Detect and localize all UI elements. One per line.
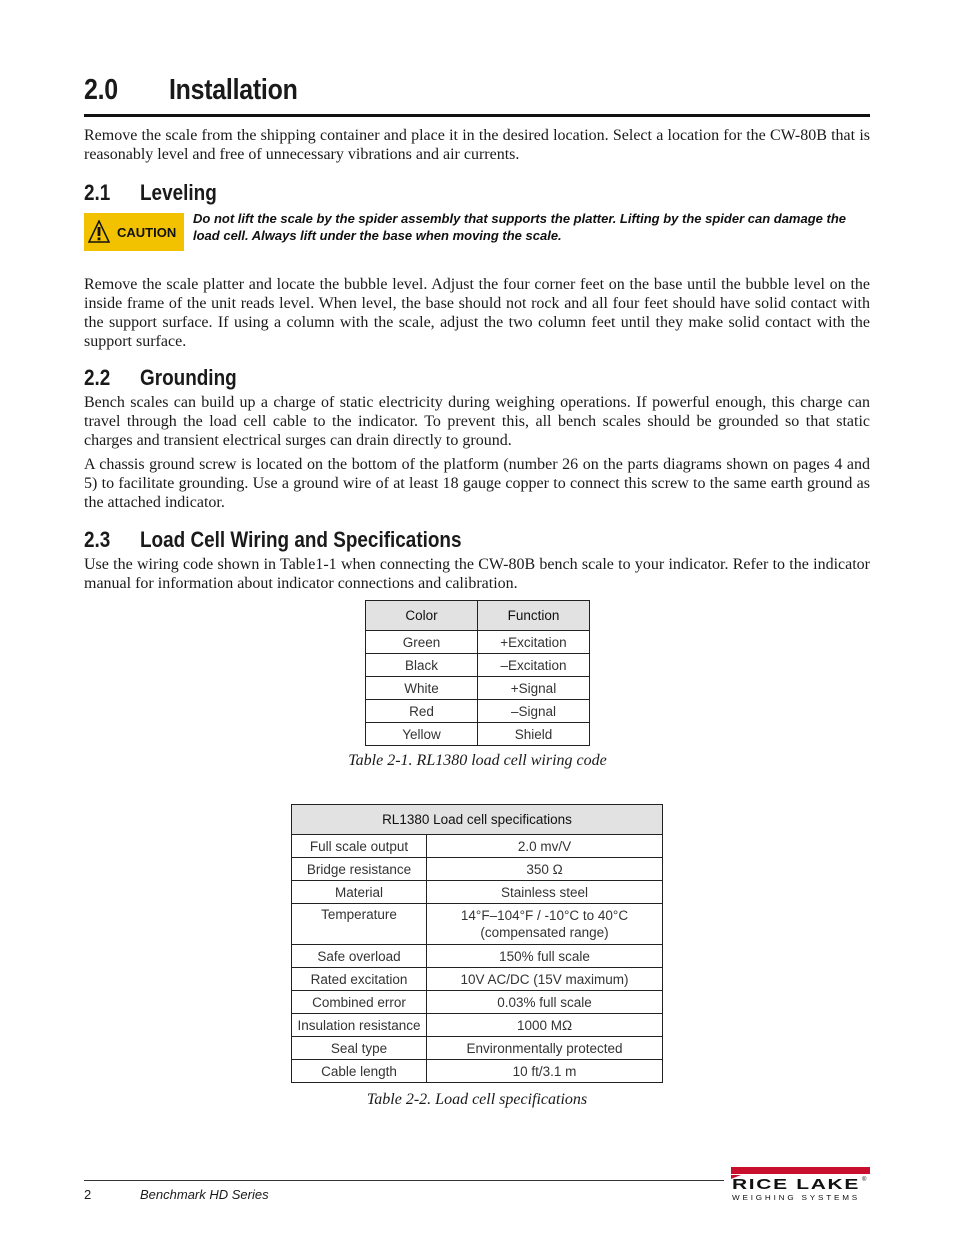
table-cell: Full scale output: [292, 835, 427, 858]
wiring-paragraph: Use the wiring code shown in Table1-1 when connecting the CW-80B bench scale to your indicator. Refer to the indicator manual for information about indicator connections and calibration.: [84, 556, 870, 592]
section-heading: [84, 72, 870, 117]
intro-paragraph: Remove the scale from the shipping container and place it in the desired location. Select a location for the CW-80B that is reasonably level and free of unnecessary vibrations and air currents.: [84, 127, 870, 163]
table-row: [292, 881, 663, 904]
page-number: 2: [84, 1187, 92, 1202]
table-cell: Rated excitation: [292, 968, 427, 991]
grounding-paragraph-2: A chassis ground screw is located on the bottom of the platform (number 26 on the parts diagrams shown on pages 4 and 5) to facilitate grounding. Use a ground wire of at least 18 gauge copper to connect this screw to the same earth ground as the attached indicator.: [84, 456, 870, 511]
table-cell: –Signal: [478, 700, 590, 723]
table-header-cell: Function: [478, 601, 590, 631]
table-row: [292, 968, 663, 991]
caution-label: CAUTION: [117, 225, 177, 240]
logo-red-bar: [731, 1167, 870, 1174]
table-row: [292, 1060, 663, 1083]
table-cell: Cable length: [292, 1060, 427, 1083]
table-cell: 1000 MΩ: [427, 1014, 663, 1037]
spec-table-caption: Table 2-2. Load cell specifications: [366, 1091, 588, 1108]
footer-doc-title: Benchmark HD Series: [140, 1187, 269, 1202]
load-cell-spec-table: [291, 804, 663, 1083]
table-cell: 150% full scale: [427, 945, 663, 968]
table-cell: 10 ft/3.1 m: [427, 1060, 663, 1083]
logo-main-text: RICE LAKE: [732, 1176, 860, 1193]
table-row: [366, 631, 590, 654]
table-cell: Insulation resistance: [292, 1014, 427, 1037]
table-row: [292, 858, 663, 881]
table-cell: Red: [366, 700, 478, 723]
table-header-cell: RL1380 Load cell specifications: [292, 805, 663, 835]
table-row: [366, 654, 590, 677]
table-header-row: [292, 805, 663, 835]
table-cell: Environmentally protected: [427, 1037, 663, 1060]
table-cell: Black: [366, 654, 478, 677]
section-title: Installation: [169, 74, 298, 106]
table-row: [366, 700, 590, 723]
table-cell: 10V AC/DC (15V maximum): [427, 968, 663, 991]
logo-sub-text: WEIGHING SYSTEMS: [732, 1193, 860, 1202]
warning-icon: [88, 220, 110, 244]
table-row: [292, 1014, 663, 1037]
table-cell: White: [366, 677, 478, 700]
wiring-number: 2.3: [84, 527, 111, 552]
grounding-number: 2.2: [84, 365, 111, 390]
table-row: [292, 945, 663, 968]
table-cell: Combined error: [292, 991, 427, 1014]
table-header-row: [366, 601, 590, 631]
table-row: [292, 1037, 663, 1060]
table-row: [292, 835, 663, 858]
table-row: [366, 677, 590, 700]
table-cell: Seal type: [292, 1037, 427, 1060]
table-row: [366, 723, 590, 746]
table-cell: +Signal: [478, 677, 590, 700]
table-cell: Temperature: [292, 904, 427, 945]
grounding-paragraph-1: Bench scales can build up a charge of static electricity during weighing operations. If powerful enough, this charge can travel through the load cell cable to the indicator. To prevent this, all bench scales should be grounded so that static charges and transient electrical surges can drain directly to ground.: [84, 394, 870, 449]
table-cell: Stainless steel: [427, 881, 663, 904]
wiring-table-caption: Table 2-1. RL1380 load cell wiring code: [348, 752, 607, 769]
table-row: [292, 991, 663, 1014]
table-header-cell: Color: [366, 601, 478, 631]
table-cell: Material: [292, 881, 427, 904]
caution-badge: [84, 213, 184, 251]
table-cell: Shield: [478, 723, 590, 746]
temperature-range: 14°F–104°F / -10°C to 40°C: [460, 908, 629, 923]
table-cell: Safe overload: [292, 945, 427, 968]
wiring-code-table: [365, 600, 590, 746]
table-cell: Bridge resistance: [292, 858, 427, 881]
table-cell: 2.0 mv/V: [427, 835, 663, 858]
wiring-title: Load Cell Wiring and Specifications: [140, 527, 462, 552]
leveling-paragraph: Remove the scale platter and locate the bubble level. Adjust the four corner feet on the base until the bubble level on the inside frame of the unit reads level. When level, the base should not rock and all four feet should have solid contact with the support surface. If using a column with the scale, adjust the two column feet until they make solid contact with the support surface.: [84, 276, 870, 350]
logo-registered-mark: ®: [862, 1177, 867, 1183]
table-row: [292, 904, 663, 945]
rice-lake-logo: [729, 1167, 870, 1203]
leveling-number: 2.1: [84, 180, 111, 205]
caution-text: Do not lift the scale by the spider assembly that supports the platter. Lifting by the spider can damage the load cell. Always lift under the base when moving the scale.: [193, 211, 847, 243]
table-cell: 0.03% full scale: [427, 991, 663, 1014]
footer-divider: [84, 1180, 724, 1181]
table-cell: 350 Ω: [427, 858, 663, 881]
table-cell: –Excitation: [478, 654, 590, 677]
table-cell: +Excitation: [478, 631, 590, 654]
table-cell: Green: [366, 631, 478, 654]
section-number: 2.0: [84, 74, 118, 106]
grounding-title: Grounding: [140, 365, 237, 390]
table-cell: Yellow: [366, 723, 478, 746]
table-cell: [427, 904, 663, 945]
leveling-title: Leveling: [140, 180, 217, 205]
temperature-note: (compensated range): [480, 925, 609, 940]
